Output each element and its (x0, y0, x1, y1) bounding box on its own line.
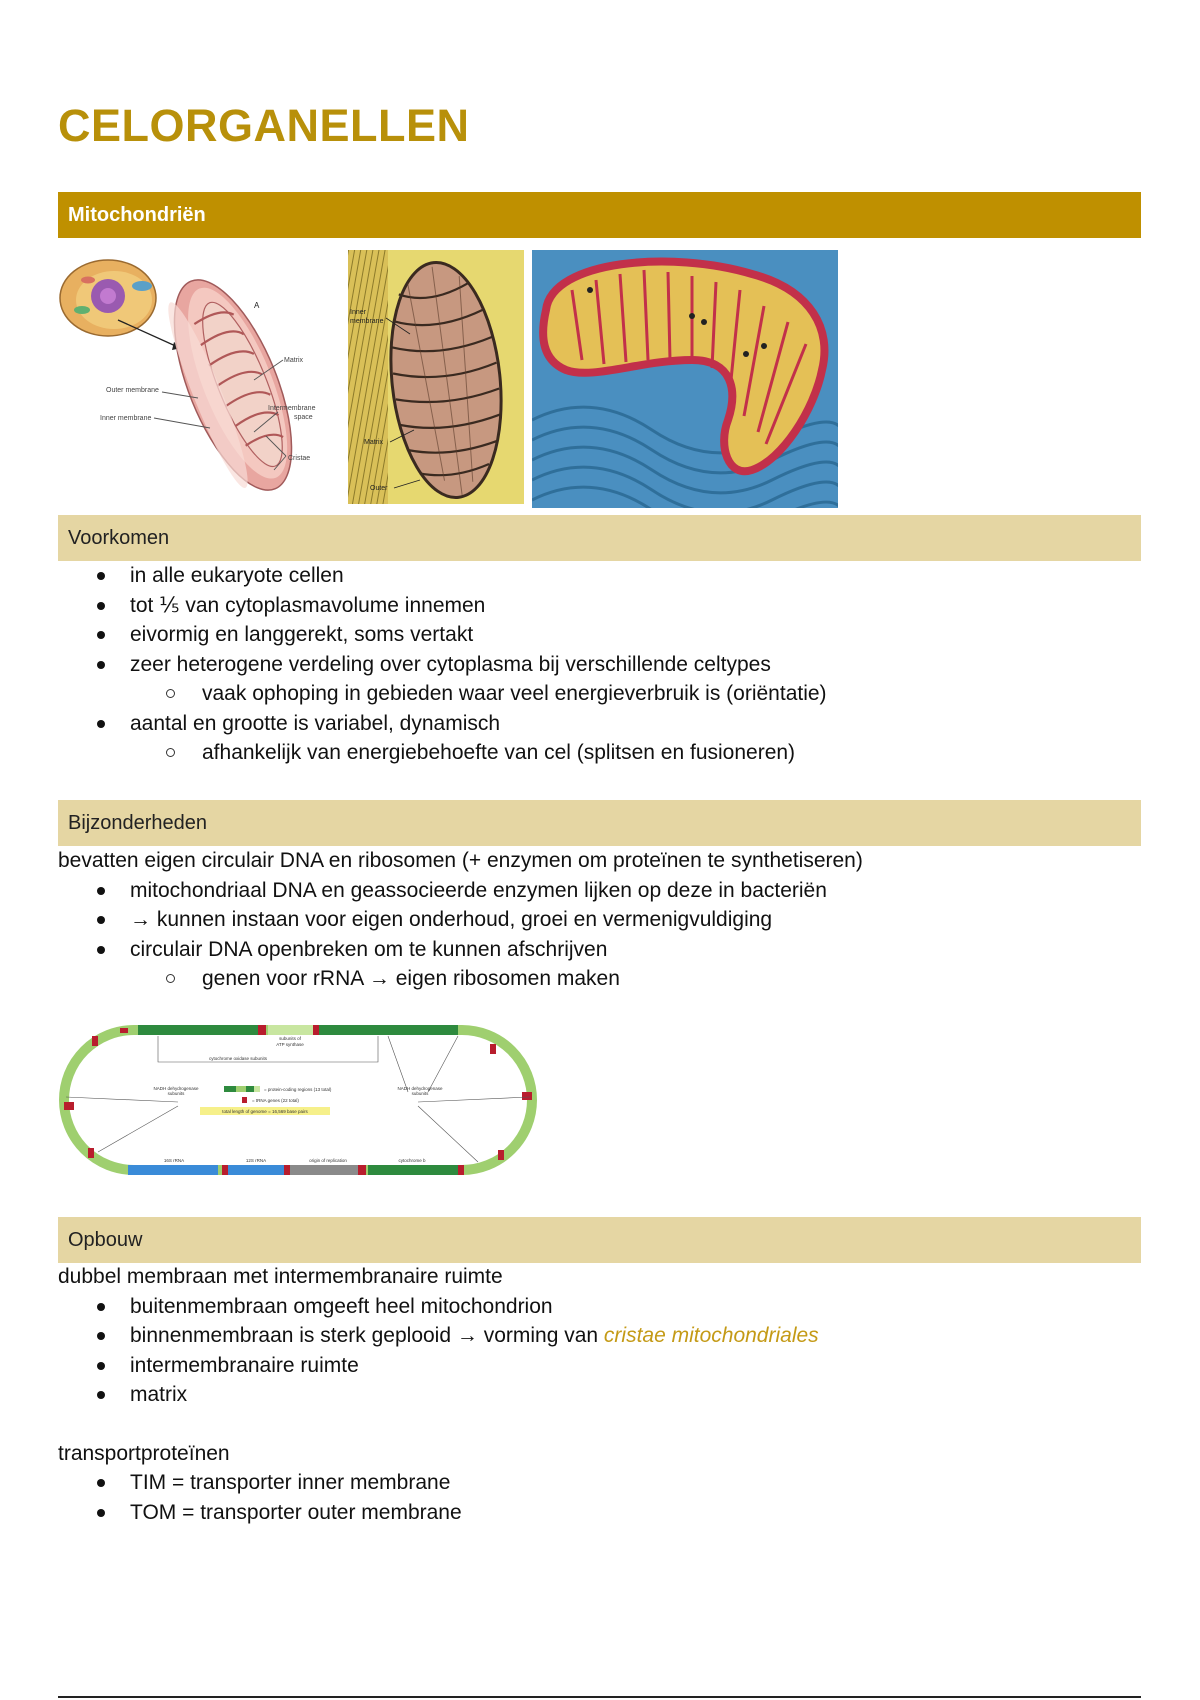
section-header-bijzonderheden (58, 800, 1141, 846)
sub-list-item: afhankelijk van energiebehoefte van cel (splitsen en fusioneren) (58, 738, 1141, 768)
list-item: binnenmembraan is sterk geplooid → vorming van cristae mitochondriales (58, 1321, 1141, 1351)
list-item: TIM = transporter inner membrane (58, 1468, 1141, 1498)
page-title: CELORGANELLEN (58, 100, 470, 151)
dna-legend-trna: = tRNA genes (22 total) (252, 1098, 299, 1103)
transport-title: transportproteïnen (58, 1441, 230, 1465)
section-header-voorkomen (58, 515, 1141, 561)
list-item (58, 709, 1141, 768)
list-item: tot ⅕ van cytoplasmavolume innemen (58, 591, 1141, 621)
list-item: matrix (58, 1380, 1141, 1410)
list-item: intermembranaire ruimte (58, 1351, 1141, 1381)
section-header-mitochondria (58, 192, 1141, 238)
label-intermembrane: Intermembrane (268, 405, 316, 412)
dna-label-16s: 16S rRNA (163, 1158, 185, 1163)
dna-label-12s: 12S rRNA (245, 1158, 267, 1163)
dna-label-nadh-right-1: NADH dehydrogenase (397, 1086, 443, 1091)
opbouw-intro: dubbel membraan met intermembranaire ruimte (58, 1265, 503, 1288)
mitochondrion-micrograph-colored (532, 250, 838, 508)
dna-label-origin: origin of replication (309, 1158, 347, 1163)
list-item: in alle eukaryote cellen (58, 561, 1141, 591)
list-item (58, 650, 1141, 709)
bijzonderheden-intro: bevatten eigen circulair DNA en ribosomen (+ enzymen om proteïnen te synthetiseren) (58, 849, 863, 872)
accent-term: cristae mitochondriales (603, 1324, 819, 1347)
section-title: Opbouw (68, 1228, 143, 1251)
dna-legend-protein: = protein-coding regions (13 total) (264, 1087, 332, 1092)
opbouw-list (58, 1292, 1141, 1410)
label-inner-membrane: Inner membrane (100, 415, 152, 422)
sub-list-item: vaak ophoping in gebieden waar veel energieverbruik is (oriëntatie) (58, 679, 1141, 709)
bijzonderheden-list (58, 876, 1141, 994)
footer-rule (58, 1696, 1141, 1698)
voorkomen-content (58, 561, 1141, 768)
list-item-text: circulair DNA openbreken om te kunnen afschrijven (130, 937, 608, 961)
label-cristae: Cristae (288, 455, 311, 462)
list-item-text: mitochondriaal DNA en geassocieerde enzymen lijken op deze in bacteriën (130, 878, 827, 902)
section-header-opbouw (58, 1217, 1141, 1263)
section-title: Voorkomen (68, 526, 170, 549)
bijzonderheden-content (58, 846, 1141, 994)
list-item: TOM = transporter outer membrane (58, 1498, 1141, 1528)
dna-label-nadh-right-2: subunits (411, 1091, 429, 1096)
list-item (58, 935, 1141, 994)
list-item-text: aantal en grootte is variabel, dynamisch (130, 711, 501, 735)
transport-list (58, 1468, 1141, 1527)
sub-list-item: genen voor rRNA → eigen ribosomen maken (58, 964, 1141, 994)
mitochondrion-micrograph-tan (348, 250, 524, 504)
dna-label-cytochrome-b: cytochrome b (398, 1158, 426, 1163)
label-outer-membrane: Outer membrane (106, 387, 159, 394)
dna-label-cytochrome-oxidase: cytochrome oxidase subunits (208, 1056, 268, 1061)
dna-label-nadh-left-1: NADH dehydrogenase (153, 1086, 199, 1091)
dna-label-nadh-left-2: subunits (167, 1091, 185, 1096)
list-continuation: → kunnen instaan voor eigen onderhoud, groei en vermenigvuldiging (58, 905, 1141, 935)
dna-total-length: total length of genome = 16,569 base pairs (222, 1109, 308, 1114)
label-intermembrane-space: space (294, 414, 313, 421)
mitochondrion-structure-diagram (58, 250, 320, 512)
list-item: eivormig en langgerekt, soms vertakt (58, 620, 1141, 650)
figure-letter: A (254, 301, 260, 310)
label-matrix: Matrix (284, 357, 304, 364)
list-item: buitenmembraan omgeeft heel mitochondrion (58, 1292, 1141, 1322)
dna-label-atp-1: subunits of (279, 1036, 301, 1041)
voorkomen-list (58, 561, 1141, 768)
mitochondria-figures (58, 250, 848, 512)
opbouw-content (58, 1262, 1141, 1527)
label-inner: Inner (350, 309, 366, 316)
label-membrane: membrane (350, 318, 384, 325)
list-item-text: zeer heterogene verdeling over cytoplasma bij verschillende celtypes (130, 652, 771, 676)
list-item (58, 876, 1141, 906)
dna-label-atp-2: ATP synthase (276, 1042, 304, 1047)
label-matrix-em: Matrix (364, 439, 384, 446)
section-title: Mitochondriën (68, 203, 206, 226)
section-title: Bijzonderheden (68, 811, 207, 834)
label-outer-em: Outer (370, 485, 388, 492)
mitochondrial-dna-map (58, 1022, 538, 1182)
